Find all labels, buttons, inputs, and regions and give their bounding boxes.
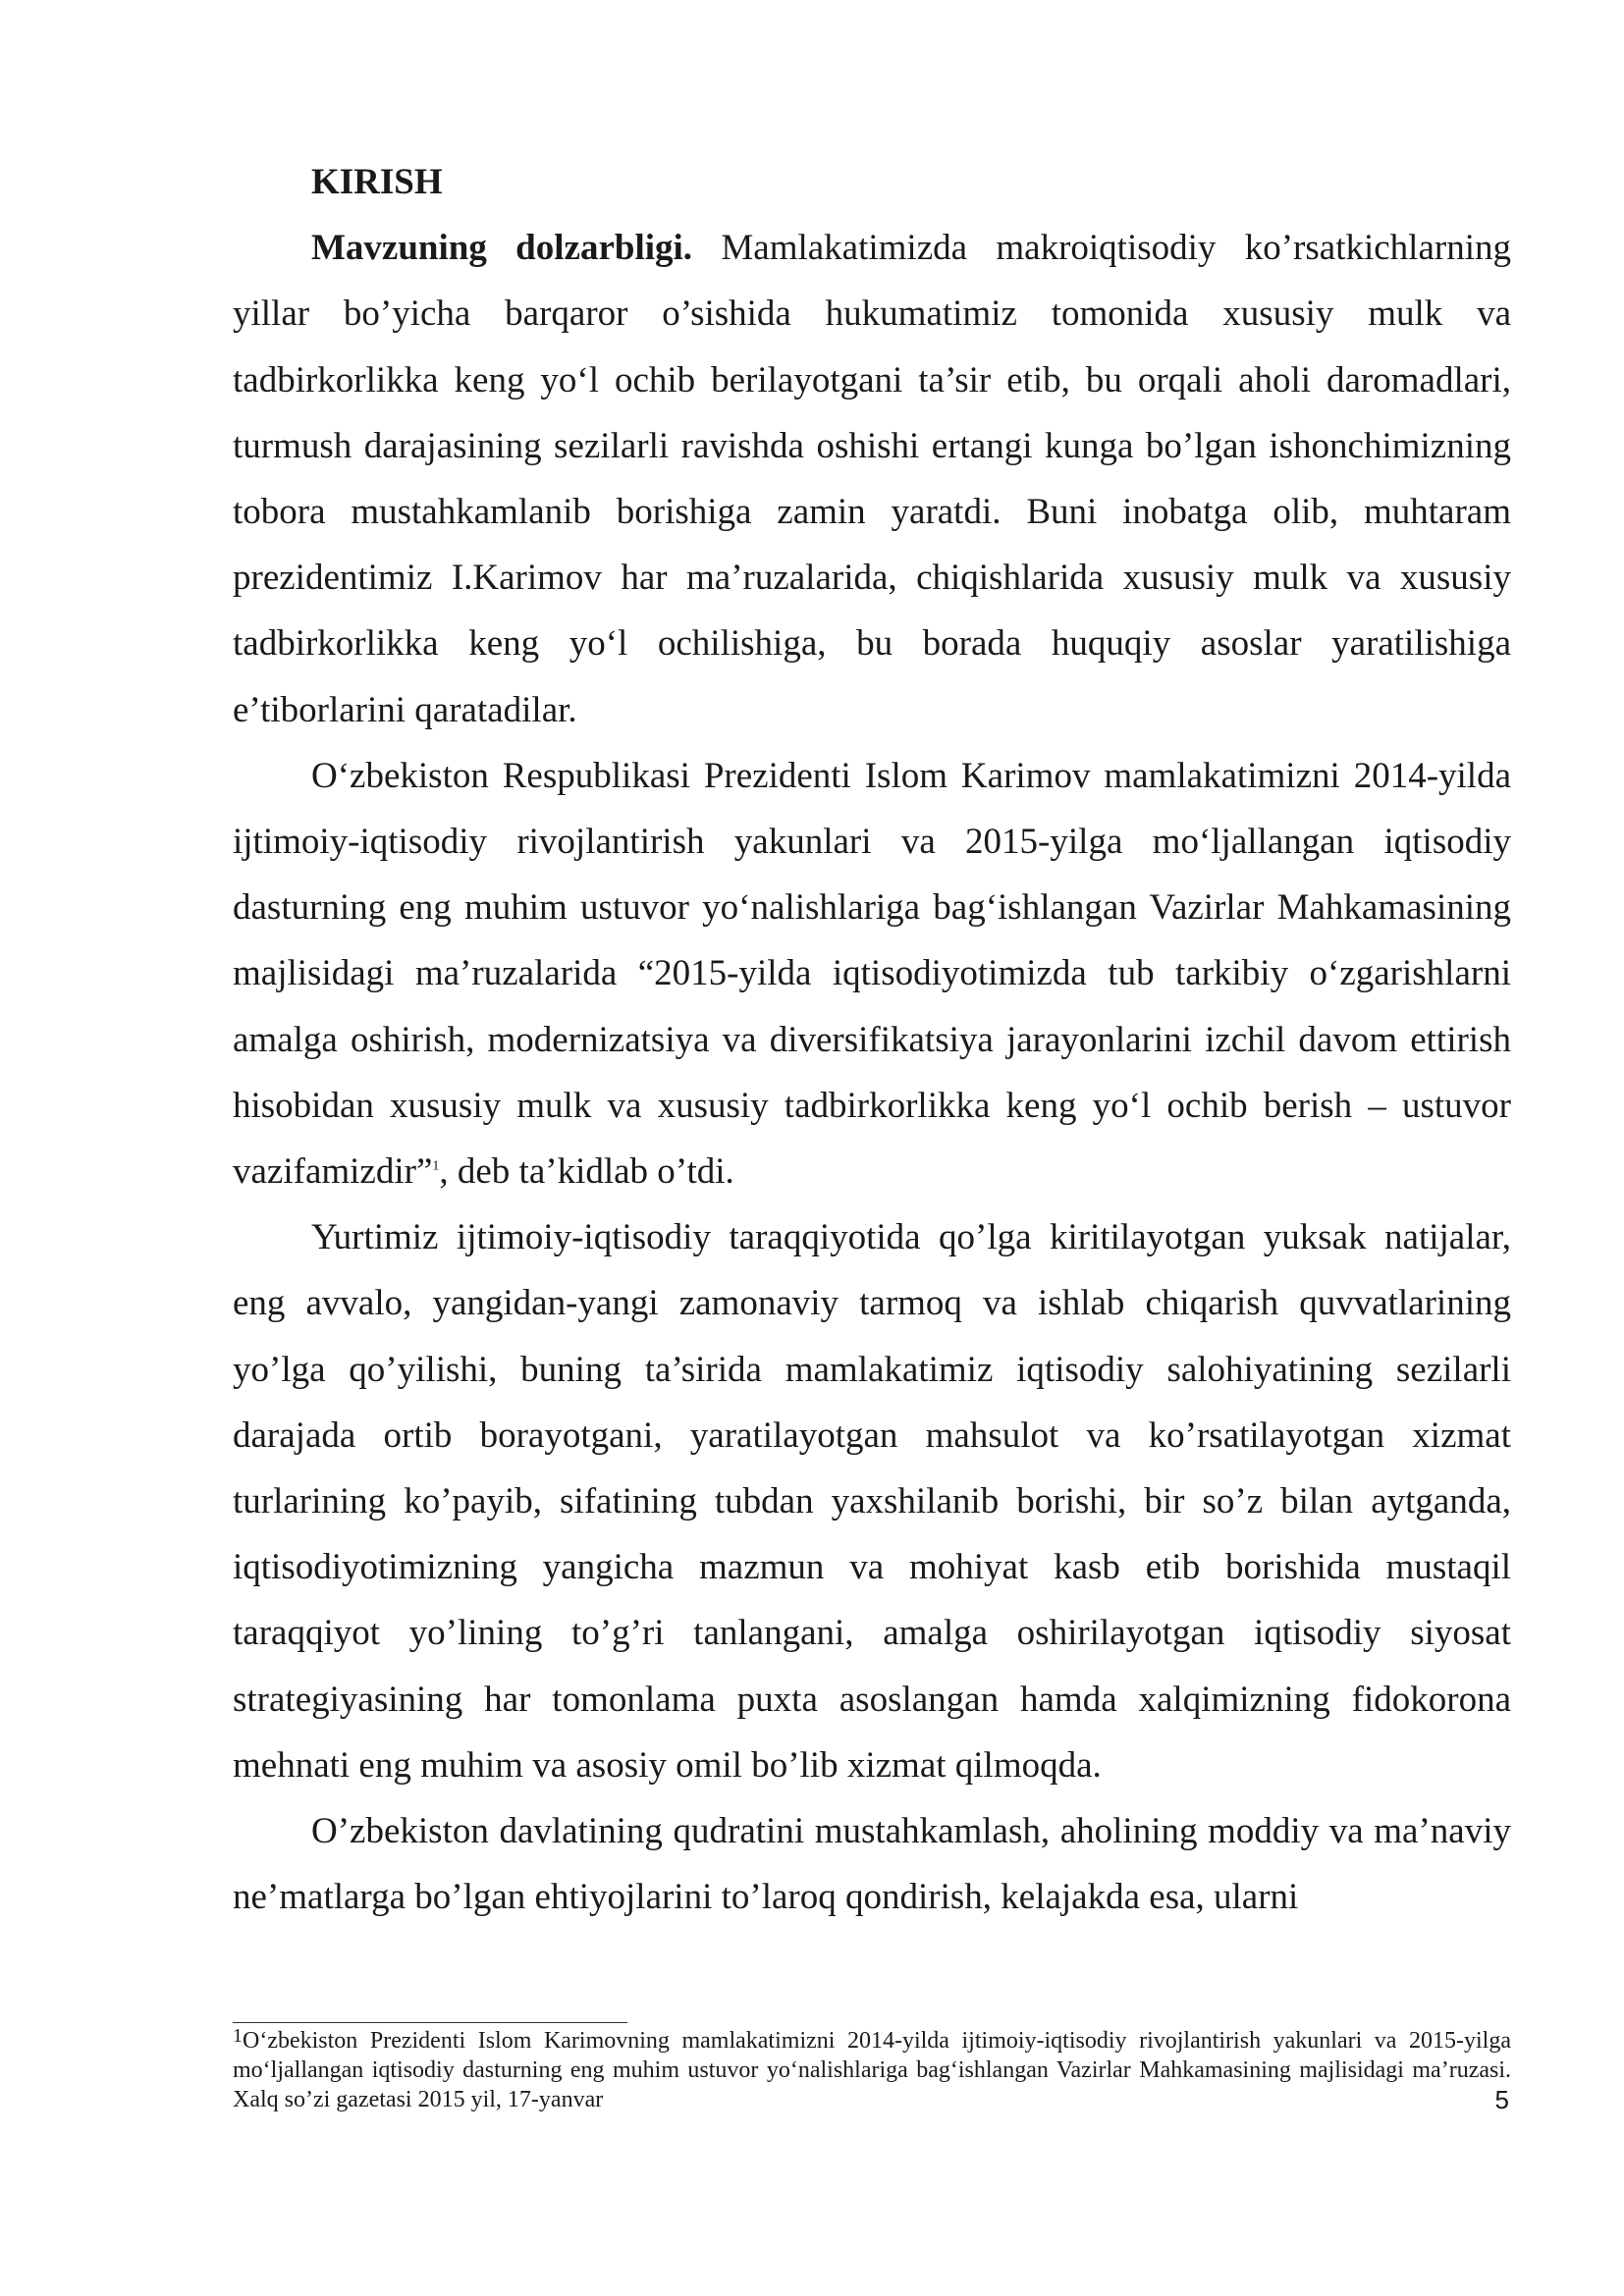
body-text — [233, 149, 1511, 1930]
section-heading: KIRISH — [311, 162, 443, 202]
footnote-marker: 1 — [233, 2025, 243, 2047]
footnote — [233, 2026, 1511, 2114]
paragraph-relevance — [233, 215, 1511, 743]
footnote-text: O‘zbekiston Prezidenti Islom Karimovning mamlakatimizni 2014-yilda ijtimoiy-iqtisodiy rivojlantirish yakunlari va 2015-yilga mo‘ljallangan iqtisodiy dasturning eng muhim ustuvor yo‘nalishlariga bag‘ishlangan Vazirlar Mahkamasining majlisidagi ma’ruzasi. Xalq so’zi gazetasi 2015 yil, 17-yanvar — [233, 2028, 1511, 2112]
paragraph-state: O’zbekiston davlatining qudratini mustahkamlash, aholining moddiy va ma’naviy ne’matlarga bo’lgan ehtiyojlarini to’laroq qondirish, kelajakda esa, ularni — [233, 1811, 1511, 1918]
footnote-reference: 1 — [432, 1158, 440, 1174]
paragraph-progress: Yurtimiz ijtimoiy-iqtisodiy taraqqiyotida qo’lga kiritilayotgan yuksak natijalar, eng avvalo, yangidan-yangi zamonaviy tarmoq va ishlab chiqarish quvvatlarining yo’lga qo’yilishi, buning ta’sirida mamlakatimiz iqtisodiy salohiyatining sezilarli darajada ortib borayotgani, yaratilayotgan mahsulot va ko’rsatilayotgan xizmat turlarining ko’payib, sifatining tubdan yaxshilanib borishi, bir so’z bilan aytganda, iqtisodiyotimizning yangicha mazmun va mohiyat kasb etib borishida mustaqil taraqqiyot yo’lining to’g’ri tanlangani, amalga oshirilayotgan iqtisodiy siyosat strategiyasining har tomonlama puxta asoslangan hamda xalqimizning fidokorona mehnati eng muhim va asosiy omil bo’lib xizmat qilmoqda. — [233, 1217, 1511, 1786]
page-number: 5 — [1494, 2085, 1509, 2114]
footnote-divider — [233, 2022, 627, 2023]
paragraph-quote — [233, 743, 1511, 1204]
paragraph-lead: Mavzuning dolzarbligi. — [311, 228, 693, 269]
paragraph-text: Mamlakatimizda makroiqtisodiy ko’rsatkichlarning yillar bo’yicha barqaror o’sishida hukumatimiz tomonida xususiy mulk va tadbirkorlikka keng yo‘l ochib berilayotgani ta’sir etib, bu orqali aholi daromadlari, turmush darajasining sezilarli ravishda oshishi ertangi kunga bo’lgan ishonchimizning tobora mustahkamlanib borishiga zamin yaratdi. Buni inobatga olib, muhtaram prezidentimiz I.Karimov har ma’ruzalarida, chiqishlarida xususiy mulk va xususiy tadbirkorlikka keng yo‘l ochilishiga, bu borada huquqiy asoslar yaratilishiga e’tiborlarini qaratadilar. — [233, 228, 1511, 730]
paragraph-text: , deb ta’kidlab o’tdi. — [439, 1151, 734, 1193]
paragraph-text: O‘zbekiston Respublikasi Prezidenti Islom Karimov mamlakatimizni 2014-yilda ijtimoiy-iqtisodiy rivojlantirish yakunlari va 2015-yilga mo‘ljallangan iqtisodiy dasturning eng muhim ustuvor yo‘nalishlariga bag‘ishlangan Vazirlar Mahkamasining majlisidagi ma’ruzalarida “2015-yilda iqtisodiyotimizda tub tarkibiy o‘zgarishlarni amalga oshirish, modernizatsiya va diversifikatsiya jarayonlarini izchil davom ettirish hisobidan xususiy mulk va xususiy tadbirkorlikka keng yo‘l ochib berish – ustuvor vazifamizdir” — [233, 755, 1511, 1193]
